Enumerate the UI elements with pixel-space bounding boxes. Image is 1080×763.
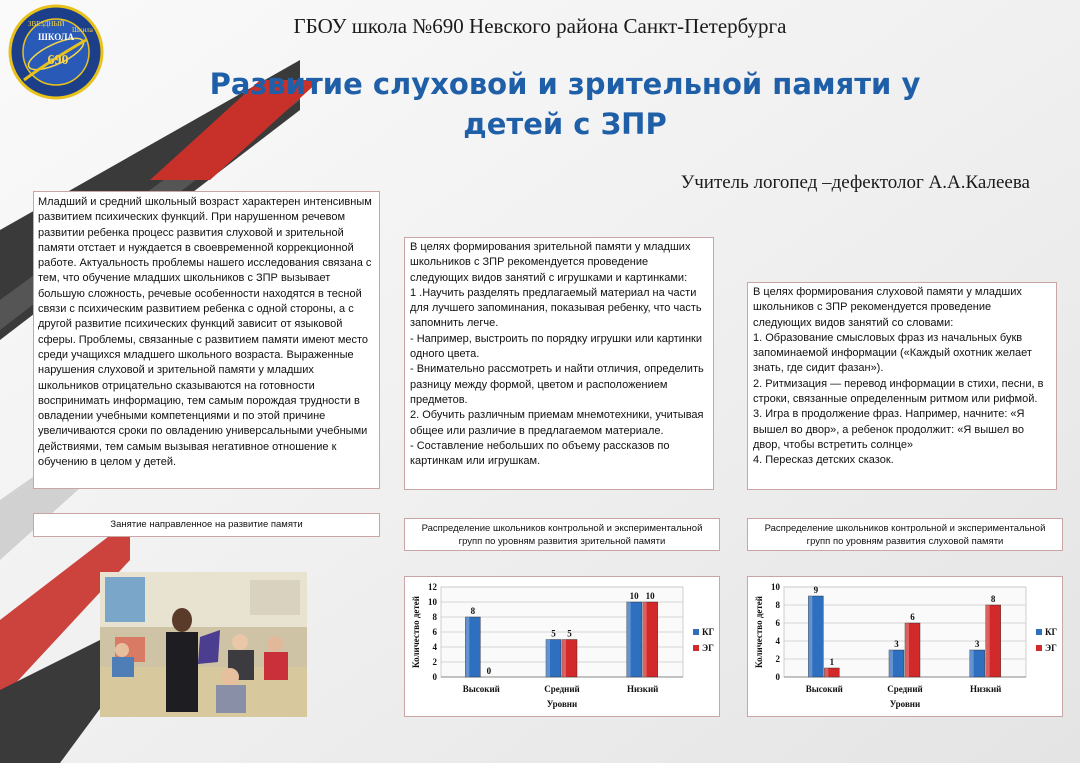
auditory-line: 1. Образование смысловых фраз из начальных букв запоминаемой информации («Каждый охотник желает знать, где сидит фазан»). xyxy=(753,331,1032,375)
y-tick-label: 6 xyxy=(775,618,780,628)
y-tick-label: 6 xyxy=(432,627,437,637)
bar-highlight xyxy=(970,650,974,677)
bar-highlight xyxy=(889,650,893,677)
x-tick-label: Низкий xyxy=(626,684,659,694)
auditory-chart-caption: Распределение школьников контрольной и экспериментальной групп по уровням развития слуховой памяти xyxy=(747,518,1063,551)
y-tick-label: 8 xyxy=(432,612,437,622)
auditory-line: 2. Ритмизация — перевод информации в стихи, песни, в строки, связанные определенным ритмом или рифмой. xyxy=(753,377,1044,406)
legend-label: ЭГ xyxy=(1045,643,1057,653)
intro-paragraph: Младший и средний школьный возраст характерен интенсивным развитием психических функций. При нарушенном речевом развитии ребенка процесс развития слуховой и зрительной памяти отстает и нуждается в своевременной коррекционной работе. Актуальность проблемы нашего исследования связана с тем, что обучение младших школьников с ЗПР вызывает большую сложность, речевые особенности находятся в тесной связи с психическим развитием ребенка с одной стороны, а с другой развитие психических функций зависит от языковой сферы. Проблемы, связанные с развитием памяти имеют место среди учащихся младшего школьного возраста. Выраженные нарушения слуховой и зрительной памяти у младших школьников отрицательно сказываются на готовности воспринимать информацию, тем самым порождая трудности в овладении учебными компетенциями и по этой причине увеличиваются сроки по овладению универсальными учебными действиями, тем самым вызывая негативное отношение к обучению в целом у детей. xyxy=(38,196,372,469)
logo-side-text: Шкила xyxy=(72,26,93,34)
data-label: 3 xyxy=(974,639,980,649)
x-tick-label: Высокий xyxy=(462,684,500,694)
legend-label: КГ xyxy=(1045,627,1058,637)
y-tick-label: 10 xyxy=(771,582,780,592)
visual-line: В целях формирования зрительной памяти у младших школьников с ЗПР рекомендуется проведение следующих видов занятий с игрушками и картинками: xyxy=(410,241,691,284)
legend-swatch xyxy=(1036,645,1042,651)
auditory-memory-chart xyxy=(748,577,1062,716)
bar-highlight xyxy=(627,602,631,677)
data-label: 0 xyxy=(486,666,492,676)
y-tick-label: 10 xyxy=(428,597,437,607)
visual-line: - Внимательно рассмотреть и найти отличия, определить разницу между формой, цветом и расположением предметов. xyxy=(410,363,704,406)
data-label: 6 xyxy=(910,612,915,622)
bar-highlight xyxy=(824,668,828,677)
title-line-1: Развитие слуховой и зрительной памяти у xyxy=(209,67,921,101)
x-tick-label: Высокий xyxy=(805,684,843,694)
data-label: 5 xyxy=(551,628,556,639)
x-axis-title: Уровни xyxy=(889,699,921,709)
bar-highlight xyxy=(546,640,550,678)
y-axis-title: Количество детей xyxy=(754,596,764,668)
data-label: 3 xyxy=(894,639,899,649)
y-tick-label: 2 xyxy=(432,657,437,667)
visual-chart-box xyxy=(404,576,720,717)
bar-highlight xyxy=(986,605,990,677)
auditory-line: 3. Игра в продолжение фраз. Например, начните: «Я вышел во двор», а ребенок продолжит: «Я вышел во двор, чтобы встретить солнце» xyxy=(753,408,1025,451)
legend-swatch xyxy=(693,645,699,651)
logo-top-text: ШКОЛА xyxy=(38,32,74,42)
author-name: Учитель логопед –дефектолог А.А.Калеева xyxy=(680,172,1030,193)
data-label: 5 xyxy=(567,628,572,639)
intro-text-box xyxy=(33,191,380,489)
y-axis-title: Количество детей xyxy=(411,596,421,668)
legend-swatch xyxy=(1036,629,1042,635)
bar-highlight xyxy=(905,623,909,677)
x-tick-label: Низкий xyxy=(969,684,1002,694)
school-name: ГБОУ школа №690 Невского района Санкт-Петербурга xyxy=(293,14,787,38)
logo-ring-text: ЗВЕЗДНЫЙ xyxy=(28,20,65,28)
y-tick-label: 0 xyxy=(432,672,437,682)
data-label: 10 xyxy=(645,591,655,601)
title-line-2: детей с ЗПР xyxy=(463,107,667,141)
auditory-line: 4. Пересказ детских сказок. xyxy=(753,454,894,467)
data-label: 10 xyxy=(629,591,639,601)
visual-line: 1 .Научить разделять предлагаемый материал на части для лучшего запоминания, показывая ребенку, что часть запомнить легче. xyxy=(410,286,702,330)
bar-highlight xyxy=(808,596,812,677)
data-label: 8 xyxy=(470,606,476,616)
y-tick-label: 4 xyxy=(432,642,437,652)
y-tick-label: 12 xyxy=(428,582,437,592)
school-logo xyxy=(6,2,106,102)
bar-highlight xyxy=(465,617,469,677)
logo-number: 690 xyxy=(47,53,69,68)
y-tick-label: 4 xyxy=(775,636,780,646)
y-tick-label: 2 xyxy=(775,654,780,664)
auditory-memory-box xyxy=(747,282,1057,490)
y-tick-label: 0 xyxy=(775,672,780,682)
bar-highlight xyxy=(562,640,566,678)
visual-memory-box xyxy=(404,237,714,490)
x-tick-label: Средний xyxy=(887,684,923,694)
bar-highlight xyxy=(643,602,647,677)
data-label: 9 xyxy=(813,585,819,595)
legend-label: КГ xyxy=(702,627,715,637)
photo-caption: Занятие направленное на развитие памяти xyxy=(33,513,380,537)
classroom-photo xyxy=(100,572,307,717)
page-title xyxy=(150,64,980,144)
y-tick-label: 8 xyxy=(775,600,780,610)
data-label: 1 xyxy=(829,657,835,667)
legend-label: ЭГ xyxy=(702,643,714,653)
auditory-chart-box xyxy=(747,576,1063,717)
visual-line: - Например, выстроить по порядку игрушки или картинки одного цвета. xyxy=(410,332,702,361)
legend-swatch xyxy=(693,629,699,635)
x-axis-title: Уровни xyxy=(546,699,578,709)
visual-line: - Составление небольших по объему рассказов по картинкам или игрушкам. xyxy=(410,439,670,468)
visual-line: 2. Обучить различным приемам мнемотехники, учитывая общее или различие в предлагаемом материале. xyxy=(410,409,704,437)
visual-chart-caption: Распределение школьников контрольной и экспериментальной групп по уровням развития зрительной памяти xyxy=(404,518,720,551)
x-tick-label: Средний xyxy=(544,684,580,694)
visual-memory-chart xyxy=(405,577,719,716)
auditory-line: В целях формирования слуховой памяти у младших школьников с ЗПР рекомендуется проведение следующих видов занятий со словами: xyxy=(753,286,1022,329)
data-label: 8 xyxy=(990,594,996,604)
